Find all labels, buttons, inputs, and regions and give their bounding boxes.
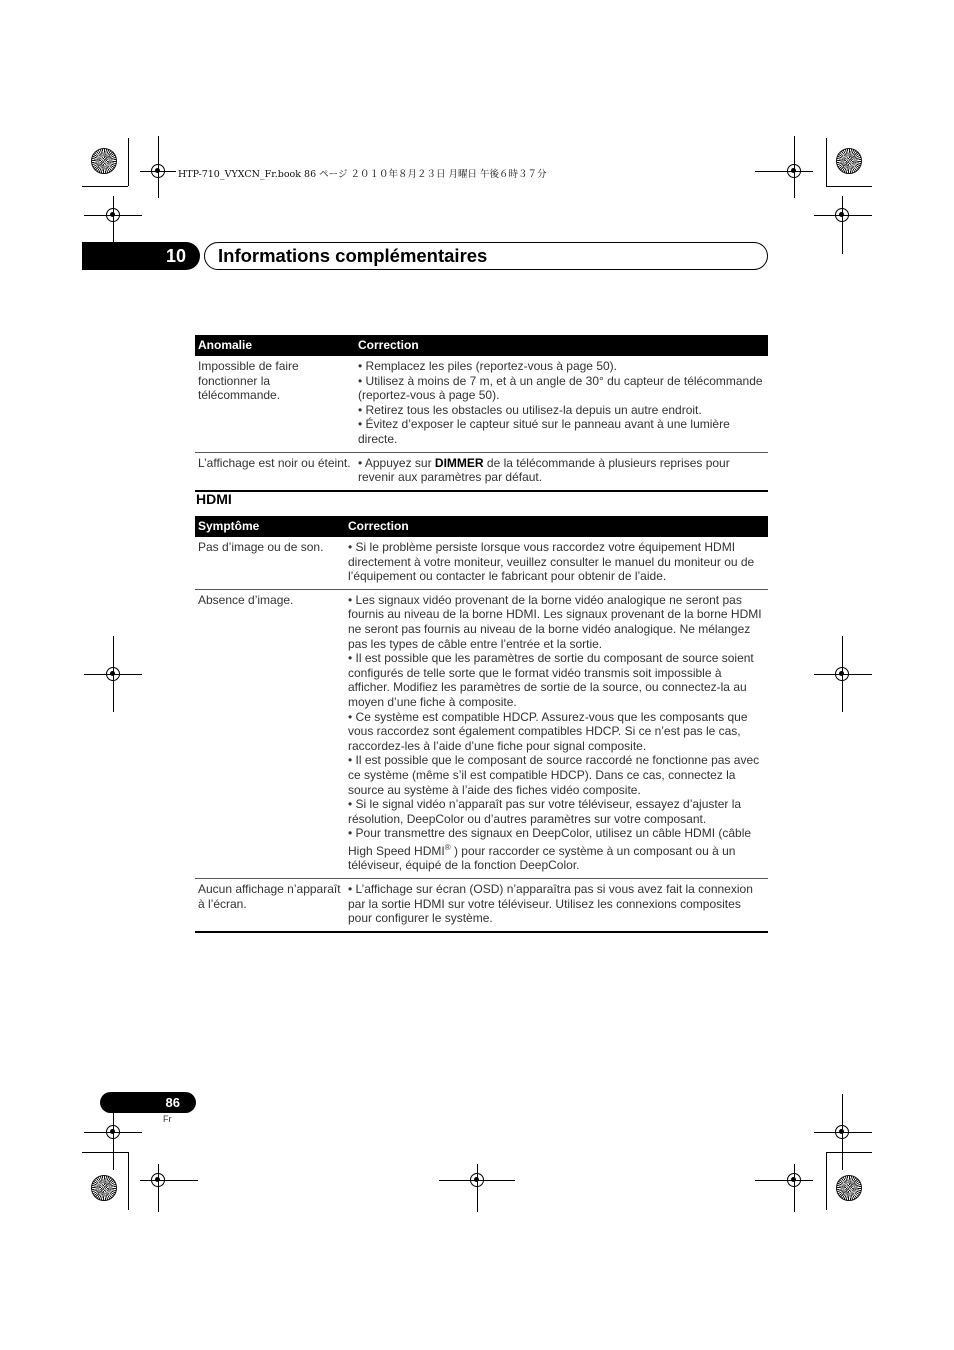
registration-target-icon [470, 1173, 484, 1187]
problem-cell: Aucun affichage n’apparaît à l’écran. [195, 879, 345, 932]
page-language: Fr [163, 1114, 172, 1124]
table-header-row [195, 516, 768, 537]
solution-item: • Utilisez à moins de 7 m, et à un angle de 30° du capteur de télécommande (reportez-vous à page 50). [358, 373, 763, 403]
registration-target-icon [106, 1125, 120, 1139]
solution-item: • Les signaux vidéo provenant de la borne vidéo analogique ne seront pas fournis au niveau de la borne HDMI. Les signaux provenant de la borne HDMI ne seront pas fournis au niveau de la borne vidéo analogique. Ne mélangez pas les types de câble entre l’entrée et la sortie. [348, 592, 762, 651]
chapter-number: 10 [82, 242, 200, 270]
registration-target-icon [787, 164, 801, 178]
registration-starburst-icon [91, 1175, 117, 1201]
solution-item: • L’affichage sur écran (OSD) n’apparaîtra pas si vous avez fait la connexion par la sortie HDMI sur votre téléviseur. Utilisez les connexions composites pour configurer le système. [348, 882, 753, 926]
troubleshooting-table-hdmi [195, 516, 768, 933]
registration-target-icon [835, 667, 849, 681]
solution-item: • Il est possible que le composant de source raccordé ne fonctionne pas avec ce système (même s’il est compatible HDCP). Dans ce cas, connectez la source au système à l’aide des fiches vidéo composite. [348, 753, 760, 797]
problem-cell: Absence d’image. [195, 589, 345, 878]
table-row [195, 356, 768, 452]
table-header-row [195, 335, 768, 356]
column-header-anomaly: Anomalie [195, 335, 355, 356]
registration-target-icon [106, 667, 120, 681]
problem-cell: Pas d’image ou de son. [195, 537, 345, 589]
solution-item: • Si le signal vidéo n’apparaît pas sur votre téléviseur, essayez d’ajuster la résolution, DeepColor ou d’autres paramètres sur votre composant. [348, 797, 742, 826]
registration-target-icon [151, 164, 165, 178]
solution-cell [355, 452, 768, 491]
chapter-title: Informations complémentaires [218, 245, 488, 266]
solution-item: • Évitez d’exposer le capteur situé sur le panneau avant à une lumière directe. [358, 417, 730, 446]
registration-target-icon [151, 1173, 165, 1187]
registration-starburst-icon [836, 148, 862, 174]
problem-cell: Impossible de faire fonctionner la télécommande. [195, 356, 355, 452]
solution-item: • Appuyez sur DIMMER de la télécommande à plusieurs reprises pour revenir aux paramètres par défaut. [358, 455, 730, 485]
troubleshooting-table-remote [195, 335, 768, 492]
dimmer-key-label: DIMMER [434, 455, 484, 470]
problem-cell: L’affichage est noir ou éteint. [195, 452, 355, 491]
solution-item: • Ce système est compatible HDCP. Assurez-vous que les composants que vous raccordez sont également compatibles HDCP. Si ce n’est pas le cas, raccordez-les à l’aide d’une fiche pour signal composite. [348, 709, 748, 753]
registration-target-icon [106, 208, 120, 222]
column-header-symptom: Symptôme [195, 516, 345, 537]
page-number: 86 [100, 1092, 196, 1113]
table-row [195, 589, 768, 878]
registration-starburst-icon [91, 148, 117, 174]
solution-item: • Pour transmettre des signaux en DeepColor, utilisez un câble HDMI (câble High Speed HDMI® ) pour raccorder ce système à un composant ou à un téléviseur, équipé de la fonction DeepColor. [348, 826, 752, 873]
column-header-correction: Correction [345, 516, 768, 537]
registration-target-icon [835, 208, 849, 222]
solution-cell [345, 879, 768, 932]
column-header-correction: Correction [355, 335, 768, 356]
table-row [195, 879, 768, 932]
registration-target-icon [787, 1173, 801, 1187]
solution-item: • Remplacez les piles (reportez-vous à page 50). [358, 359, 617, 373]
solution-item: • Il est possible que les paramètres de sortie du composant de source soient configurés de telle sorte que le format vidéo transmis soit impossible à afficher. Modifiez les paramètres de sortie de la source, ou connectez-la au moyen d’une fiche à composite. [348, 651, 754, 709]
registration-starburst-icon [836, 1175, 862, 1201]
solution-cell [345, 537, 768, 589]
solution-cell [345, 589, 768, 878]
registration-target-icon [835, 1125, 849, 1139]
print-header: HTP-710_VYXCN_Fr.book 86 ページ ２０１０年８月２３日 月曜日 午後６時３７分 [178, 169, 547, 180]
table-row [195, 537, 768, 589]
table-row [195, 452, 768, 491]
solution-cell [355, 356, 768, 452]
solution-item: • Si le problème persiste lorsque vous raccordez votre équipement HDMI directement à votre moniteur, veuillez consulter le manuel du moniteur ou de l’équipement ou contacter le fabricant pour obtenir de l’aide. [348, 540, 755, 584]
section-heading-hdmi: HDMI [196, 491, 232, 507]
solution-item: • Retirez tous les obstacles ou utilisez-la depuis un autre endroit. [358, 402, 702, 417]
